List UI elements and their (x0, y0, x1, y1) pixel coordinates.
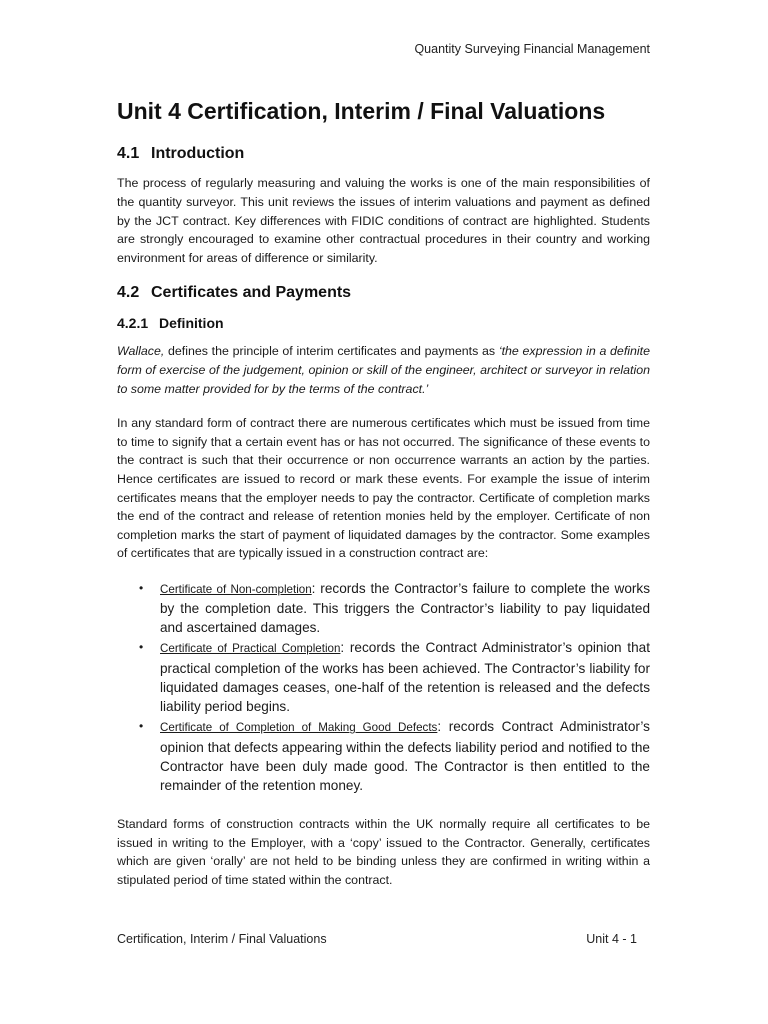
bullet-icon: • (139, 580, 144, 595)
certificate-description: : records the Contractor’s failure to complete the works by the completion date. This triggers the Contractor’s liability to pay liquidated and ascertained damages. (160, 580, 651, 636)
certificate-term: Certificate of Practical Completion (160, 642, 341, 656)
definition-paragraph (117, 342, 650, 398)
list-item (117, 579, 650, 638)
section-4-2-heading (117, 283, 650, 304)
bullet-icon: • (139, 719, 144, 734)
footer-title: Certification, Interim / Final Valuations (117, 932, 327, 946)
certificate-term: Certificate of Non-completion (160, 582, 312, 596)
running-header: Quantity Surveying Financial Management (414, 42, 650, 56)
certificate-term: Certificate of Completion of Making Good Defects (160, 721, 438, 735)
bullet-icon: • (139, 640, 144, 655)
subsection-title: Definition (159, 315, 224, 332)
list-item (117, 717, 650, 795)
document-content (117, 98, 650, 905)
list-item (117, 638, 650, 716)
section-number: 4.2 (117, 284, 140, 302)
certificates-paragraph: In any standard form of contract there are numerous certificates which must be issued from time to time to signify that a certain event has or has not occurred. The significance of these events to the contract is such that their occurrence or non occurrence warrants an action by the parties. Hence certificates are issued to record or mark these events. For example the issue of interim certificates means that the employer needs to pay the contractor. Certificate of completion marks the end of the contract and release of retention monies held by the employer. Certificate of non completion marks the start of payment of liquidated damages by the contractor. Some examples of certificates that are typically issued in a construction contract are: (117, 416, 650, 561)
subsection-number: 4.2.1 (117, 315, 149, 332)
section-title: Certificates and Payments (151, 284, 352, 302)
certificate-list (117, 579, 650, 795)
section-number: 4.1 (117, 144, 140, 162)
page-number: Unit 4 - 1 (586, 932, 637, 946)
section-4-1-heading (117, 144, 650, 165)
unit-title: Unit 4 Certification, Interim / Final Valuations (117, 98, 606, 124)
standard-forms-paragraph: Standard forms of construction contracts within the UK normally require all certificates to be issued in writing to the Employer, with a ‘copy’ issued to the Contractor. Generally, certificates which are given ‘orally’ are not held to be binding unless they are confirmed in writing within a stipulated period of time stated within the contract. (117, 817, 650, 887)
subsection-4-2-1-heading (117, 314, 650, 332)
definition-lead: defines the principle of interim certificates and payments as (164, 344, 499, 359)
intro-paragraph: The process of regularly measuring and valuing the works is one of the main responsibilities of the quantity surveyor. This unit reviews the issues of interim valuations and payment as defined by the JCT contract. Key differences with FIDIC conditions of contract are highlighted. Students are strongly encouraged to examine other contractual procedures in their country and working environment for areas of difference or similarity. (117, 176, 650, 265)
definition-quote: ‘the expression in a definite form of exercise of the judgement, opinion or skill of the engineer, architect or surveyor in relation to some matter provided for by the terms of the contract.’ (117, 344, 650, 396)
running-footer (117, 932, 637, 946)
definition-author: Wallace, (117, 344, 165, 359)
certificate-description: : records Contract Administrator’s opinion that defects appearing within the defects liability period and notified to the Contractor have been duly made good. The Contractor is then entitled to the remainder of the retention money. (160, 719, 650, 793)
certificate-description: : records the Contract Administrator’s opinion that practical completion of the works has been achieved. The Contractor’s liability for liquidated damages ceases, one-half of the retention is released and the defects liability period begins. (160, 640, 650, 715)
section-title: Introduction (151, 144, 245, 162)
